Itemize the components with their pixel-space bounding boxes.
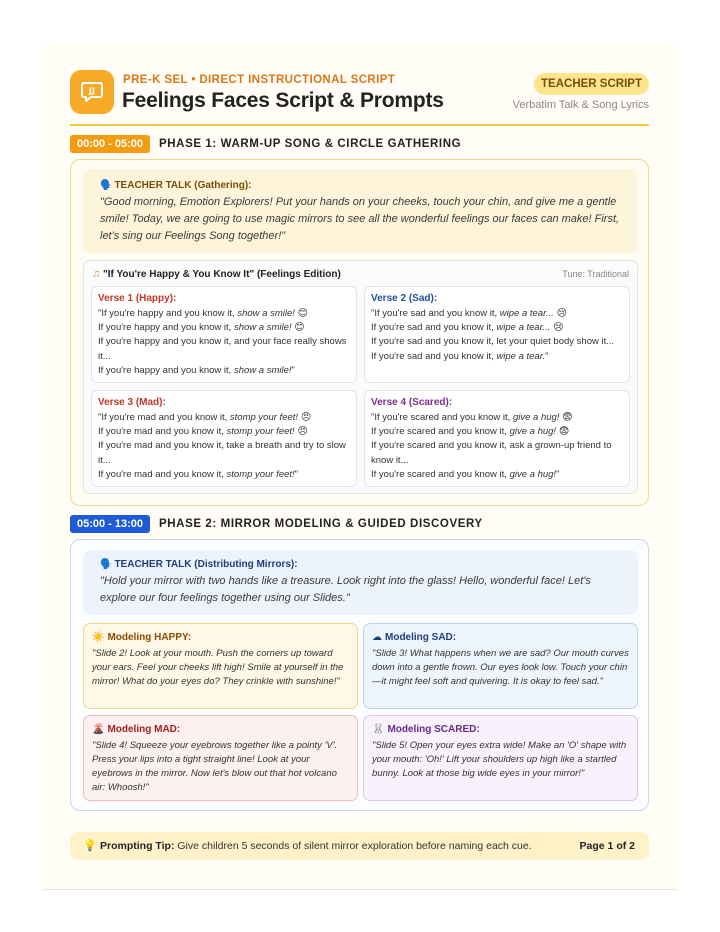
lyric-text: If you're mad and you know it, take a breath and try to slow it...: [98, 440, 346, 466]
verse-card: [91, 390, 357, 487]
header-divider: [70, 124, 649, 126]
lyric-text: "If you're happy and you know it,: [98, 308, 238, 319]
lyric-text: "If you're sad and you know it,: [371, 308, 500, 319]
emoji-icon: 😠: [294, 426, 308, 438]
phase2-teacher-talk: [83, 550, 638, 615]
lyric-line: [98, 411, 350, 425]
lyric-text: "If you're scared and you know it,: [371, 412, 513, 423]
lyric-text: If you're sad and you know it,: [371, 350, 497, 362]
lyric-line: [371, 335, 623, 349]
lyric-text: give a hug!: [512, 412, 560, 423]
lyric-text: show a smile!: [237, 308, 295, 319]
card-text: "Slide 5! Open your eyes extra wide! Make an 'O' shape with your mouth: 'Oh!' Lift your shoulders up high like a startled bunny. Look at those big wide eyes in your mirror!": [372, 740, 627, 779]
lyric-line: [98, 335, 350, 363]
lyric-line: [98, 321, 350, 335]
emoji-icon: 😊: [294, 308, 309, 319]
lyric-text: If you're happy and you know it, and your face really shows it...: [98, 336, 347, 362]
lyric-line: [98, 364, 350, 378]
phase2-talk-label: TEACHER TALK (Distributing Mirrors):: [114, 559, 298, 570]
lyric-text: If you're sad and you know it, let your quiet body show it...: [371, 336, 615, 348]
lyric-text: wipe a tear.: [496, 350, 546, 362]
lyric-text: If you're sad and you know it,: [371, 322, 497, 334]
header-kicker: PRE-K SEL • DIRECT INSTRUCTIONAL SCRIPT: [123, 74, 396, 86]
card-text: "Slide 3! What happens when we are sad? Our mouth curves down into a gentle frown. Our eyes look low. Touch your chin—it might feel soft and quivering. It is okay to feel sad.": [372, 648, 629, 687]
lyric-text: If you're happy and you know it,: [98, 322, 234, 334]
lyric-text: give a hug!: [509, 426, 557, 438]
prompting-tip-bar: [70, 832, 649, 860]
phase2-time-chip: 05:00 - 13:00: [70, 515, 150, 533]
phase1-teacher-talk: [83, 169, 638, 253]
lyric-line: [371, 307, 623, 321]
emoji-icon: 😨: [559, 412, 573, 423]
lyric-line: [371, 425, 623, 439]
lyric-text: "If you're mad and you know it,: [98, 412, 230, 423]
verse-card: [364, 286, 630, 383]
verse-card: [364, 390, 630, 487]
lyric-text: If you're mad and you know it,: [98, 426, 227, 438]
modeling-card: [83, 715, 358, 801]
card-title: Modeling SAD:: [385, 632, 457, 643]
phase2-title: PHASE 2: MIRROR MODELING & GUIDED DISCOVERY: [159, 518, 483, 530]
speaker-icon: 🗣️: [100, 559, 113, 570]
teacher-script-badge: TEACHER SCRIPT: [534, 73, 649, 95]
lyric-line: [98, 468, 350, 482]
verse-title: Verse 1 (Happy):: [98, 293, 177, 304]
lyric-line: [98, 425, 350, 439]
lyric-text: wipe a tear...: [499, 308, 554, 319]
phase1-time-chip: 00:00 - 05:00: [70, 135, 150, 153]
lyric-text: If you're happy and you know it,: [98, 364, 234, 376]
feeling-icon: 🌋: [92, 724, 105, 735]
modeling-card: [83, 623, 358, 709]
card-title: Modeling SCARED:: [387, 724, 480, 735]
lyric-line: [371, 350, 623, 364]
lyric-line: [371, 321, 623, 335]
emoji-icon: 😢: [553, 308, 568, 319]
feeling-icon: ☀️: [92, 632, 105, 643]
phase2-section: [70, 539, 649, 811]
header-subtitle: Verbatim Talk & Song Lyrics: [512, 99, 649, 111]
song-title: "If You're Happy & You Know It" (Feelings Edition): [103, 269, 341, 280]
lyric-text: stomp your feet!: [229, 412, 299, 423]
song-lyrics-panel: [83, 260, 638, 494]
lyric-text: If you're scared and you know it, ask a grown-up friend to know it...: [371, 440, 612, 466]
tip-label: Prompting Tip:: [100, 840, 175, 852]
tip-text: Give children 5 seconds of silent mirror exploration before naming each cue.: [174, 840, 532, 852]
lyric-text: If you're scared and you know it,: [371, 426, 510, 438]
feeling-icon: ☁: [372, 632, 382, 643]
verse-card: [91, 286, 357, 383]
card-title: Modeling HAPPY:: [107, 632, 192, 643]
svg-text:JJ: JJ: [89, 86, 95, 96]
verse-title: Verse 4 (Scared):: [371, 397, 453, 408]
emoji-icon: 😨: [556, 426, 570, 438]
song-tune: Tune: Traditional: [562, 269, 629, 279]
lyric-line: [371, 468, 623, 482]
lyric-text: give a hug!: [509, 468, 557, 480]
card-text: "Slide 2! Look at your mouth. Push the corners up toward your ears. Feel your cheeks lift high! Smile at yourself in the mirror! What do your eyes do? They crinkle with sunshine!": [92, 648, 344, 687]
emoji-icon: 😠: [298, 412, 312, 423]
feeling-icon: 🐰: [372, 724, 385, 735]
music-note-icon: ♫: [92, 268, 101, 280]
modeling-card: [363, 623, 638, 709]
lyric-text: ": [294, 468, 299, 480]
lightbulb-icon: 💡: [83, 840, 97, 852]
lyric-line: [98, 307, 350, 321]
modeling-card: [363, 715, 638, 801]
card-text: "Slide 4! Squeeze your eyebrows together like a pointy 'V'. Press your lips into a tight straight line! Look at your eyebrows in the mirror. Now let's blow out that hot volcano air: Whoosh!": [92, 740, 338, 793]
emoji-icon: 😊: [291, 322, 305, 334]
card-title: Modeling MAD:: [107, 724, 181, 735]
phase2-talk-text: "Hold your mirror with two hands like a treasure. Look right into the glass! Hello, wonderful face! Let's explore our four feelings together using our Slides.": [100, 575, 591, 604]
script-page: [42, 44, 678, 890]
lyric-line: [371, 411, 623, 425]
lyric-text: show a smile!: [233, 364, 292, 376]
phase1-talk-text: "Good morning, Emotion Explorers! Put your hands on your cheeks, touch your chin, and give me a gentle smile! Today, we are going to use magic mirrors to see all the wonderful feelings our faces can make! First, let's sing our Feelings Song together!": [100, 196, 620, 242]
speech-bubble-icon: [70, 70, 114, 114]
lyric-text: If you're mad and you know it,: [98, 468, 227, 480]
lyric-text: stomp your feet!: [226, 468, 295, 480]
lyric-text: ": [545, 350, 549, 362]
lyric-text: ": [556, 468, 560, 480]
verse-title: Verse 2 (Sad):: [371, 293, 438, 304]
emoji-icon: 😢: [550, 322, 564, 334]
phase1-section: [70, 159, 649, 506]
phase1-talk-label: TEACHER TALK (Gathering):: [114, 180, 252, 191]
page-title: Feelings Faces Script & Prompts: [122, 89, 444, 112]
lyric-text: show a smile!: [233, 322, 292, 334]
page-number: Page 1 of 2: [579, 840, 635, 852]
lyric-line: [371, 439, 623, 467]
lyric-text: wipe a tear...: [496, 322, 551, 334]
verse-title: Verse 3 (Mad):: [98, 397, 166, 408]
lyric-text: stomp your feet!: [226, 426, 295, 438]
speaker-icon: 🗣️: [100, 180, 113, 191]
lyric-text: ": [291, 364, 295, 376]
lyric-line: [98, 439, 350, 467]
phase1-title: PHASE 1: WARM-UP SONG & CIRCLE GATHERING: [159, 138, 462, 150]
lyric-text: If you're scared and you know it,: [371, 468, 510, 480]
